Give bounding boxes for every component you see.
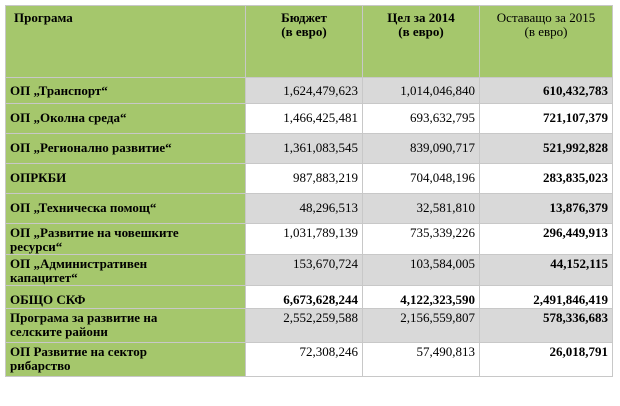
header-row [6, 6, 613, 78]
table-row [6, 104, 613, 134]
table-row [6, 309, 613, 343]
header-budget-label: Бюджет [281, 10, 327, 25]
target-value: 704,048,196 [363, 164, 480, 194]
program-name-line: ОП „Административен [10, 256, 148, 271]
table-row [6, 78, 613, 104]
target-value: 2,156,559,807 [363, 309, 480, 343]
program-name-line: ресурси“ [10, 239, 63, 254]
header-target-unit: (в евро) [398, 24, 444, 39]
budget-value: 1,624,479,623 [246, 78, 363, 104]
remaining-value: 578,336,683 [480, 309, 613, 343]
header-remaining-unit: (в евро) [524, 24, 568, 39]
header-remaining [480, 6, 613, 78]
table-row [6, 194, 613, 224]
program-name [6, 343, 246, 377]
budget-value: 1,466,425,481 [246, 104, 363, 134]
target-value: 1,014,046,840 [363, 78, 480, 104]
budget-value: 987,883,219 [246, 164, 363, 194]
table-row [6, 134, 613, 164]
target-value: 32,581,810 [363, 194, 480, 224]
header-target-label: Цел за 2014 [387, 10, 455, 25]
table-row [6, 343, 613, 377]
remaining-value: 44,152,115 [480, 255, 613, 286]
remaining-value: 13,876,379 [480, 194, 613, 224]
program-name-line: капацитет“ [10, 270, 78, 285]
budget-value: 48,296,513 [246, 194, 363, 224]
program-name-line: рибарство [10, 358, 71, 373]
budget-value: 6,673,628,244 [246, 286, 363, 309]
target-value: 57,490,813 [363, 343, 480, 377]
remaining-value: 721,107,379 [480, 104, 613, 134]
budget-value: 2,552,259,588 [246, 309, 363, 343]
program-name: ОП „Техническа помощ“ [6, 194, 246, 224]
program-name: ОБЩО СКФ [6, 286, 246, 309]
remaining-value: 2,491,846,419 [480, 286, 613, 309]
remaining-value: 296,449,913 [480, 224, 613, 255]
program-name [6, 224, 246, 255]
header-budget-unit: (в евро) [281, 24, 327, 39]
table-row [6, 164, 613, 194]
target-value: 839,090,717 [363, 134, 480, 164]
program-name-line: Програма за развитие на [10, 310, 158, 325]
target-value: 4,122,323,590 [363, 286, 480, 309]
target-value: 735,339,226 [363, 224, 480, 255]
header-target [363, 6, 480, 78]
program-name-line: селските райони [10, 324, 108, 339]
program-name: ОП „Околна среда“ [6, 104, 246, 134]
remaining-value: 610,432,783 [480, 78, 613, 104]
table-row [6, 255, 613, 286]
target-value: 693,632,795 [363, 104, 480, 134]
remaining-value: 283,835,023 [480, 164, 613, 194]
program-name: ОП „Регионално развитие“ [6, 134, 246, 164]
budget-value: 72,308,246 [246, 343, 363, 377]
program-name: ОПРКБИ [6, 164, 246, 194]
budget-table [5, 5, 613, 377]
header-budget [246, 6, 363, 78]
budget-value: 1,361,083,545 [246, 134, 363, 164]
program-name [6, 309, 246, 343]
program-name-line: ОП Развитие на сектор [10, 344, 147, 359]
header-program-label: Програма [14, 10, 73, 25]
remaining-value: 521,992,828 [480, 134, 613, 164]
target-value: 103,584,005 [363, 255, 480, 286]
program-name [6, 255, 246, 286]
program-name-line: ОП „Развитие на човешките [10, 225, 179, 240]
total-row [6, 286, 613, 309]
budget-value: 1,031,789,139 [246, 224, 363, 255]
remaining-value: 26,018,791 [480, 343, 613, 377]
header-program [6, 6, 246, 78]
table-row [6, 224, 613, 255]
program-name: ОП „Транспорт“ [6, 78, 246, 104]
header-remaining-label: Оставащо за 2015 [496, 10, 596, 25]
budget-value: 153,670,724 [246, 255, 363, 286]
